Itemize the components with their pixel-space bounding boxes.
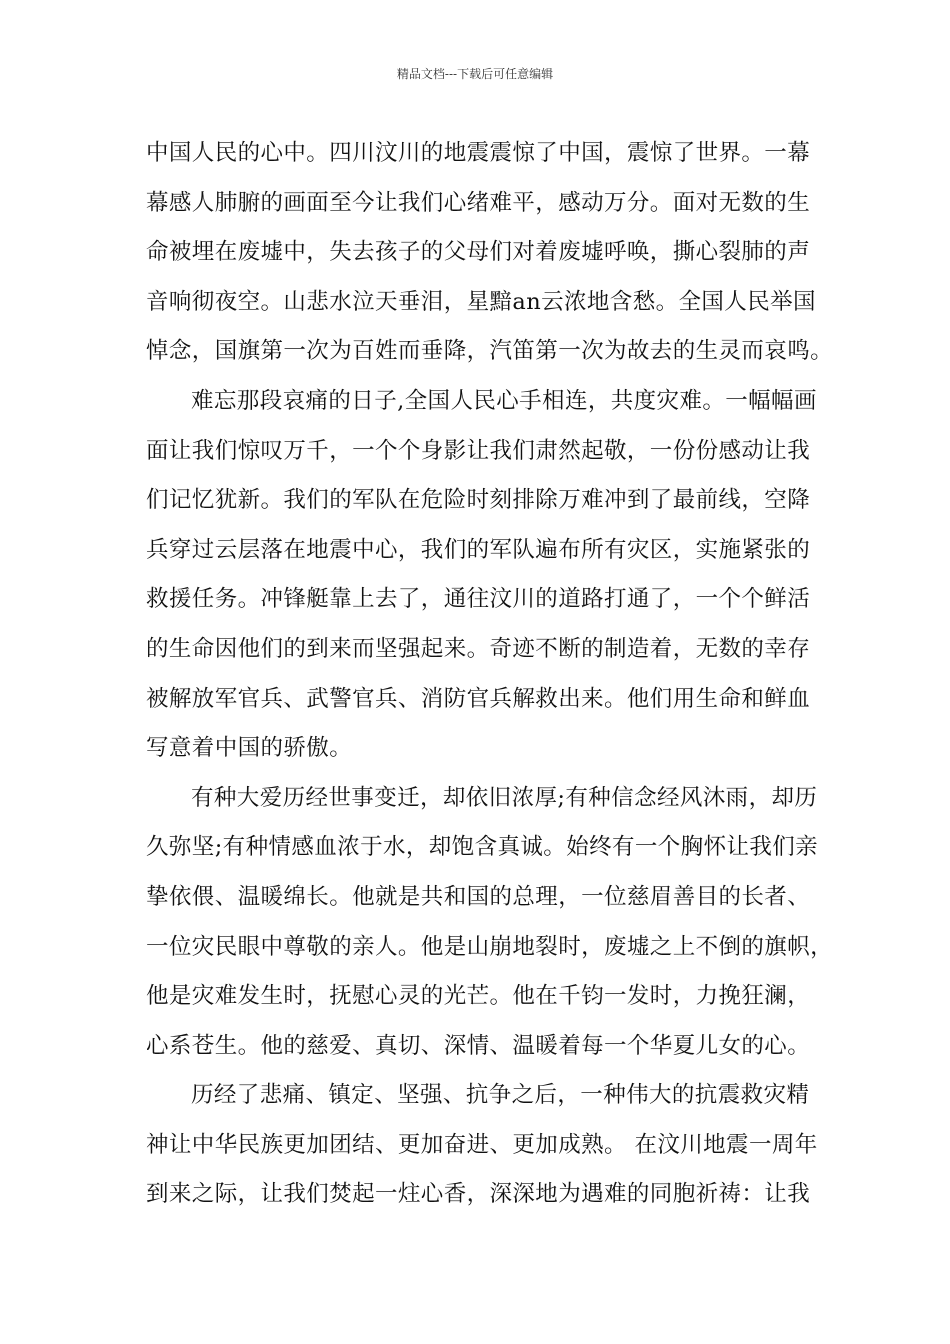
text-line: 面让我们惊叹万千，一个个身影让我们肃然起敬，一份份感动让我: [146, 437, 811, 464]
text-line: 兵穿过云层落在地震中心，我们的军队遍布所有灾区，实施紧张的: [146, 536, 811, 563]
paragraph-first-line: 有种大爱历经世事变迁，却依旧浓厚;有种信念经风沐雨，却历: [191, 784, 818, 811]
text-line: 们记忆犹新。我们的军队在危险时刻排除万难冲到了最前线，空降: [146, 487, 811, 514]
text-line: 命被埋在废墟中，失去孩子的父母们对着废墟呼唤，撕心裂肺的声: [146, 239, 811, 266]
text-line: 救援任务。冲锋艇靠上去了，通往汶川的道路打通了，一个个鲜活: [146, 586, 811, 613]
text-line: 的生命因他们的到来而坚强起来。奇迹不断的制造着，无数的幸存: [146, 635, 811, 662]
text-line: 一位灾民眼中尊敬的亲人。他是山崩地裂时，废墟之上不倒的旗帜，: [146, 933, 834, 960]
text-line: 挚依偎、温暖绵长。他就是共和国的总理，一位慈眉善目的长者、: [146, 883, 811, 910]
text-line: 悼念，国旗第一次为百姓而垂降，汽笛第一次为故去的生灵而哀鸣。: [146, 338, 834, 365]
document-body: [146, 129, 836, 1220]
text-line: 他是灾难发生时，抚慰心灵的光芒。他在千钧一发时，力挽狂澜，: [146, 983, 811, 1010]
text-line: 被解放军官兵、武警官兵、消防官兵解救出来。他们用生命和鲜血: [146, 685, 811, 712]
text-line: 中国人民的心中。四川汶川的地震震惊了中国，震惊了世界。一幕: [146, 140, 811, 166]
text-line: 音响彻夜空。山悲水泣天垂泪，星黯an云浓地含愁。全国人民举国: [146, 288, 816, 315]
page-header: 精品文档---下载后可任意编辑: [396, 67, 554, 81]
text-line: 久弥坚;有种情感血浓于水，却饱含真诚。始终有一个胸怀让我们亲: [146, 834, 819, 861]
text-line: 写意着中国的骄傲。: [146, 735, 353, 762]
text-line: 到来之际，让我们焚起一炷心香，深深地为遇难的同胞祈祷：让我: [146, 1181, 811, 1208]
paragraph-first-line: 难忘那段哀痛的日子,全国人民心手相连，共度灾难。一幅幅画: [191, 387, 817, 414]
text-line: 幕感人肺腑的画面至今让我们心绪难平，感动万分。面对无数的生: [146, 189, 811, 216]
paragraph-first-line: 历经了悲痛、镇定、坚强、抗争之后，一种伟大的抗震救灾精: [191, 1082, 810, 1109]
text-line: 心系苍生。他的慈爱、真切、深情、温暖着每一个华夏儿女的心。: [146, 1032, 811, 1059]
text-line: 神让中华民族更加团结、更加奋进、更加成熟。 在汶川地震一周年: [146, 1131, 818, 1158]
